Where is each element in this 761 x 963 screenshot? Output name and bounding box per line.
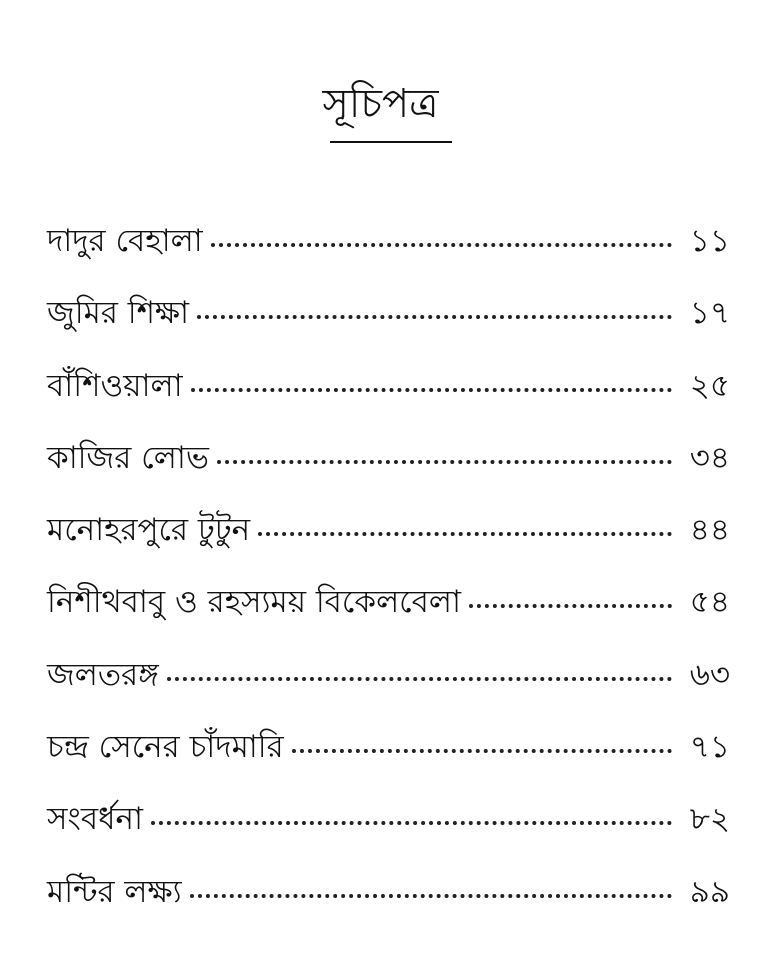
dot-leader bbox=[167, 677, 672, 681]
toc-entry bbox=[47, 218, 730, 290]
page-title: সূচিপত্র bbox=[322, 81, 439, 127]
toc-entry-page: ৩৪ bbox=[689, 439, 730, 476]
toc-entry-title: দাদুর বেহালা bbox=[47, 223, 203, 259]
dot-leader bbox=[292, 749, 672, 753]
toc-entry bbox=[47, 363, 730, 435]
toc-entry bbox=[47, 724, 730, 796]
toc-entry-page: ৮২ bbox=[689, 801, 730, 838]
dot-leader bbox=[258, 532, 672, 536]
toc-entry-page: ৭১ bbox=[689, 729, 730, 766]
toc-entry bbox=[47, 290, 730, 362]
dot-leader bbox=[151, 821, 672, 825]
toc-entry-title: বাঁশিওয়ালা bbox=[47, 367, 183, 404]
toc-entry-title: চন্দ্র সেনের চাঁদমারি bbox=[47, 729, 284, 766]
toc-entry-title: মনোহরপুরে টুটুন bbox=[47, 512, 251, 549]
dot-leader bbox=[469, 604, 672, 608]
toc-entry-title: জুমির শিক্ষা bbox=[47, 295, 190, 332]
toc-entry-page: ৬৩ bbox=[689, 656, 730, 693]
dot-leader bbox=[197, 315, 672, 319]
toc-entry bbox=[47, 652, 730, 724]
toc-entry bbox=[47, 579, 730, 651]
toc-entry bbox=[47, 796, 730, 868]
toc-entry-page: ১৭ bbox=[689, 295, 730, 332]
toc-entry-title: সংবর্ধনা bbox=[47, 801, 143, 838]
toc-entry bbox=[47, 507, 730, 579]
title-underline bbox=[330, 141, 452, 143]
dot-leader bbox=[190, 894, 672, 898]
dot-leader bbox=[211, 243, 672, 247]
toc-entry-page: ৯৯ bbox=[689, 873, 730, 910]
toc-entry-page: ৫৪ bbox=[689, 584, 730, 621]
toc-entry-title: মন্টির লক্ষ্য bbox=[47, 873, 182, 910]
toc-entry bbox=[47, 869, 730, 941]
toc-entry-title: কাজির লোভ bbox=[47, 439, 209, 476]
table-of-contents bbox=[47, 218, 730, 941]
toc-entry-page: ১১ bbox=[689, 223, 730, 259]
toc-entry-page: ২৫ bbox=[689, 367, 730, 404]
toc-entry-page: ৪৪ bbox=[689, 512, 730, 549]
toc-entry bbox=[47, 435, 730, 507]
toc-entry-title: নিশীথবাবু ও রহস্যময় বিকেলবেলা bbox=[47, 584, 461, 621]
toc-entry-title: জলতরঙ্গ bbox=[47, 656, 159, 693]
dot-leader bbox=[191, 388, 672, 392]
dot-leader bbox=[217, 460, 672, 464]
